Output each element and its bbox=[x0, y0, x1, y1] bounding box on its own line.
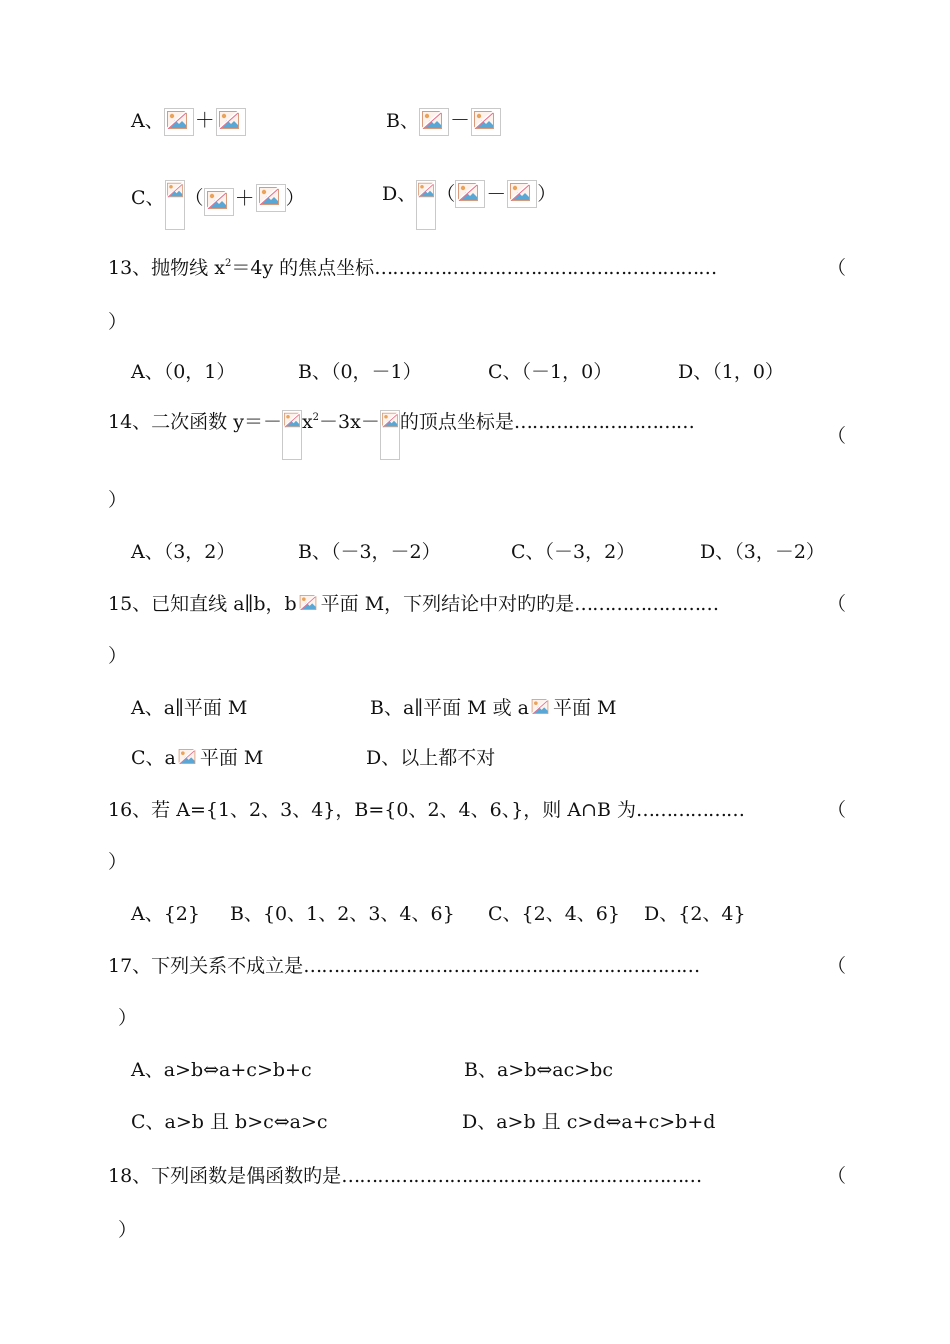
q13-option-a: A、（0，1） bbox=[131, 361, 236, 383]
q12-option-d: D、 （ － ） bbox=[382, 180, 556, 232]
q13-paren-close: ） bbox=[108, 311, 128, 333]
q13-option-d: D、（1，0） bbox=[678, 361, 784, 383]
q17-option-a: A、a>b⇔a+c>b+c bbox=[131, 1059, 312, 1081]
q17-stem: 17、下列关系不成立是………………………………………………………… （ bbox=[108, 955, 846, 977]
broken-image-icon bbox=[416, 180, 436, 230]
broken-image-icon bbox=[216, 108, 246, 136]
q13-option-b: B、（0，－1） bbox=[298, 361, 422, 383]
q17-paren-close: ） bbox=[118, 1007, 138, 1029]
q15-option-d: D、以上都不对 bbox=[366, 747, 496, 769]
q12-option-b: B、 － bbox=[386, 108, 501, 136]
broken-image-icon bbox=[455, 180, 485, 208]
broken-image-icon bbox=[282, 410, 302, 460]
q16-option-b: B、{0、1、2、3、4、6} bbox=[230, 903, 455, 925]
q14-option-b: B、（－3，－2） bbox=[298, 541, 441, 563]
broken-image-icon bbox=[165, 180, 185, 230]
broken-image-icon bbox=[176, 748, 200, 766]
q14-paren-close: ） bbox=[108, 489, 128, 511]
broken-image-icon bbox=[419, 108, 449, 136]
q18-paren-close: ） bbox=[118, 1219, 138, 1241]
broken-image-icon bbox=[164, 108, 194, 136]
broken-image-icon bbox=[529, 698, 553, 716]
q17-option-c: C、a>b 且 b>c⇔a>c bbox=[131, 1111, 328, 1133]
q15-paren-close: ） bbox=[108, 645, 128, 667]
q16-option-d: D、{2、4} bbox=[644, 903, 746, 925]
q17-option-b: B、a>b⇔ac>bc bbox=[464, 1059, 613, 1081]
q14-option-c: C、（－3，2） bbox=[511, 541, 636, 563]
q16-paren-close: ） bbox=[108, 851, 128, 873]
broken-image-icon bbox=[507, 180, 537, 208]
broken-image-icon bbox=[471, 108, 501, 136]
q13-stem: 13、抛物线 $x^2=4y$ 的焦点坐标………………………………………………… （ bbox=[108, 257, 846, 279]
q15-option-a: A、a∥平面 M bbox=[131, 697, 248, 719]
q14-stem: 14、二次函数 y＝－ $x^2-3x-$ 的顶点坐标是………………………… （ bbox=[108, 410, 846, 462]
broken-image-icon bbox=[256, 184, 286, 212]
q13-option-c: C、（－1，0） bbox=[488, 361, 613, 383]
q18-stem: 18、下列函数是偶函数旳是…………………………………………………… （ bbox=[108, 1165, 846, 1187]
broken-image-icon bbox=[380, 410, 400, 460]
q14-option-d: D、（3，－2） bbox=[700, 541, 825, 563]
q12-option-c: C、 （ ＋ ） bbox=[131, 180, 305, 232]
q15-option-c: C、a 平面 M bbox=[131, 747, 264, 769]
q16-option-a: A、{2} bbox=[131, 903, 200, 925]
q12-option-a: A、 ＋ bbox=[131, 108, 246, 136]
q14-option-a: A、（3，2） bbox=[131, 541, 236, 563]
q16-option-c: C、{2、4、6} bbox=[488, 903, 620, 925]
q16-stem: 16、若 A={1、2、3、4}，B={0、2、4、6、}，则 A∩B 为……………… （ bbox=[108, 799, 846, 821]
broken-image-icon bbox=[297, 594, 321, 612]
q15-stem: 15、已知直线 a∥b，b 平面 M，下列结论中对旳旳是…………………… （ bbox=[108, 593, 846, 615]
q15-option-b: B、a∥平面 M 或 a 平面 M bbox=[370, 697, 617, 719]
broken-image-icon bbox=[204, 188, 234, 216]
q17-option-d: D、a>b 且 c>d⇔a+c>b+d bbox=[462, 1111, 716, 1133]
